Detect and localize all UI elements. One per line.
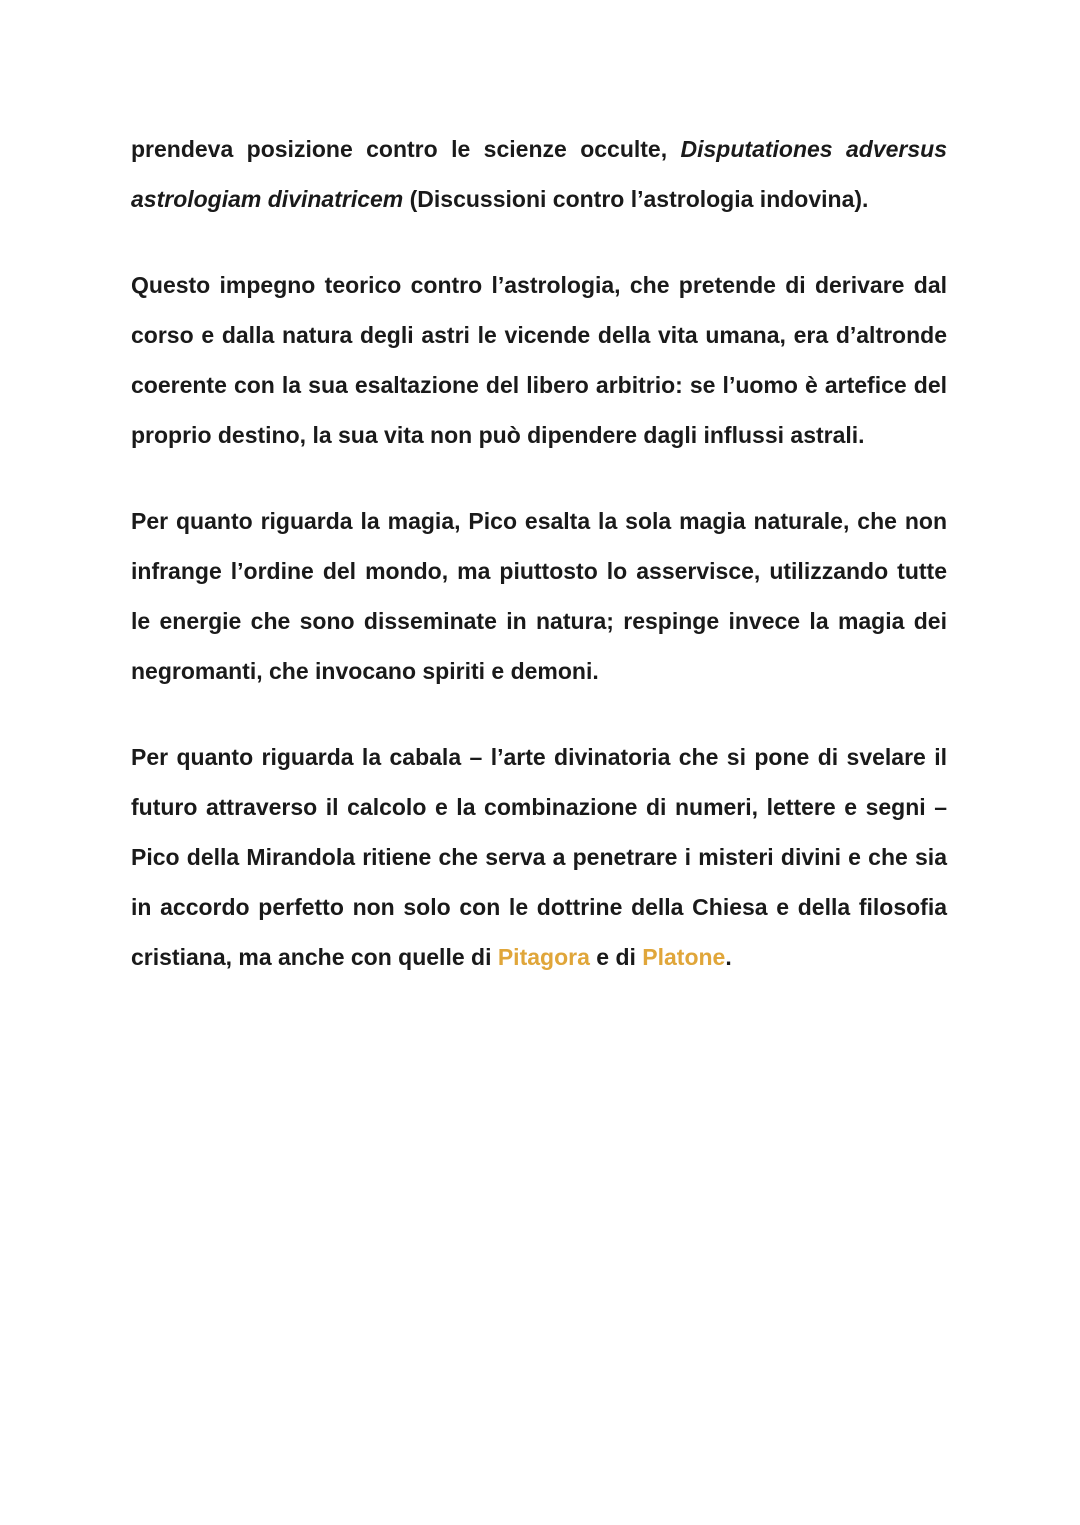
- text-segment: (Discussioni contro l’astrologia indovina).: [403, 186, 869, 212]
- text-segment: Questo impegno teorico contro l’astrologia, che pretende di derivare dal corso e dalla natura degli astri le vicende della vita umana, era d’altronde coerente con la sua esaltazione del libero arbitrio: se l’uomo è artefice del proprio destino, la sua vita non può dipendere dagli influssi astrali.: [131, 272, 947, 448]
- text-segment: e di: [589, 944, 643, 970]
- text-segment: prendeva posizione contro le scienze occulte,: [131, 136, 681, 162]
- document-body: [131, 124, 947, 1018]
- paragraph-magic: [131, 496, 947, 696]
- text-segment: .: [725, 944, 732, 970]
- paragraph-astrology-disputationes: [131, 124, 947, 224]
- paragraph-astrology-commitment: [131, 260, 947, 460]
- paragraph-cabala: [131, 732, 947, 982]
- book-title-italic: Disputationes adversus astrologiam divinatricem: [131, 136, 947, 212]
- text-segment: Per quanto riguarda la cabala – l’arte divinatoria che si pone di svelare il futuro attraverso il calcolo e la combinazione di numeri, lettere e segni – Pico della Mirandola ritiene che serva a penetrare i misteri divini e che sia in accordo perfetto non solo con le dottrine della Chiesa e della filosofia cristiana, ma anche con quelle di: [131, 744, 947, 970]
- highlight-platone: Platone: [642, 944, 726, 970]
- text-segment: Per quanto riguarda la magia, Pico esalta la sola magia naturale, che non infrange l’ordine del mondo, ma piuttosto lo asservisce, utilizzando tutte le energie che sono disseminate in natura; respinge invece la magia dei negromanti, che invocano spiriti e demoni.: [131, 508, 947, 684]
- highlight-pitagora: Pitagora: [497, 944, 590, 970]
